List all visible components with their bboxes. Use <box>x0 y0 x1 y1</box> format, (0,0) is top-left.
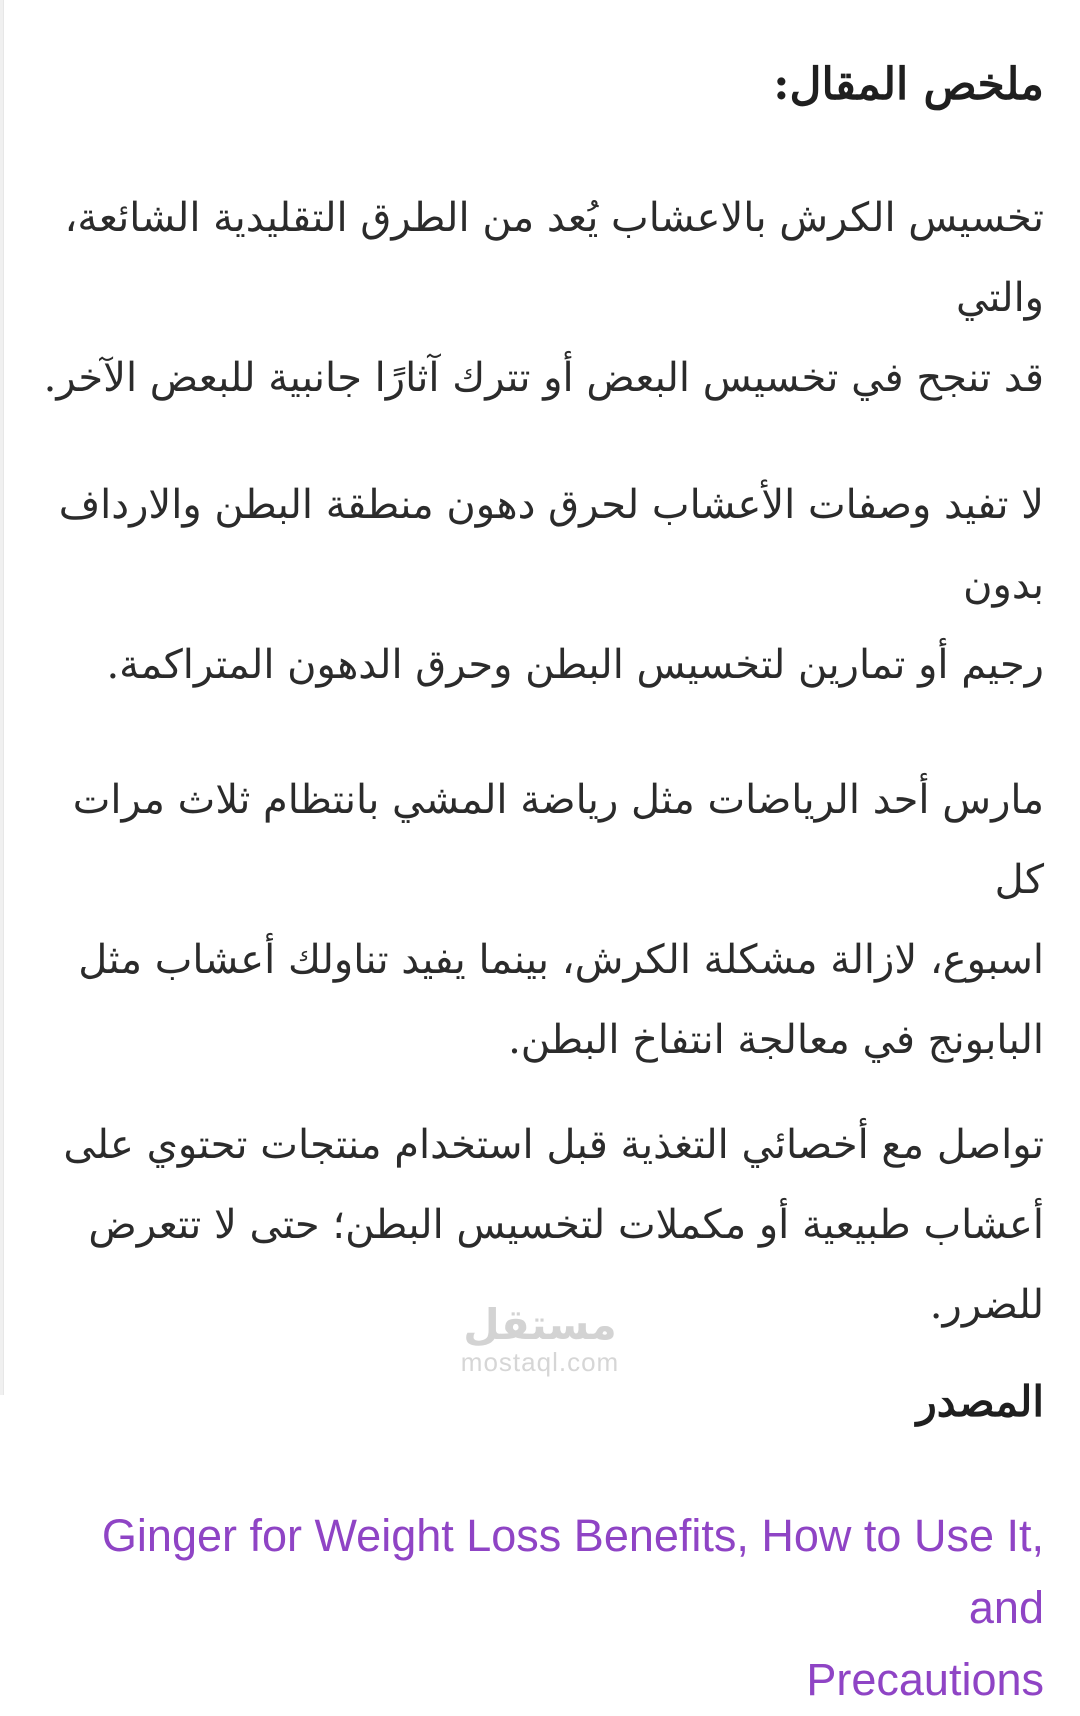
summary-paragraph <box>40 465 1044 705</box>
paragraph-line: تواصل مع أخصائي التغذية قبل استخدام منتجات تحتوي على <box>63 1122 1044 1168</box>
watermark-domain-text: mostaql.com <box>460 1347 620 1377</box>
summary-paragraph <box>40 1105 1044 1349</box>
paragraph-line: أعشاب طبيعية أو مكملات لتخسيس البطن؛ حتى لا تتعرض <box>88 1202 1044 1248</box>
watermark-logo-text: مستقل <box>463 1300 617 1349</box>
paragraph-line: البابونج في معالجة انتفاخ البطن. <box>508 1017 1044 1063</box>
summary-paragraph <box>40 760 1044 1080</box>
source-article-link[interactable]: Ginger for Weight Loss Benefits, How to Use It, and <box>101 1510 1044 1633</box>
source-article-link[interactable]: Precautions <box>806 1654 1044 1705</box>
paragraph-line: للضرر. <box>929 1282 1044 1328</box>
paragraph-line: اسبوع، لازالة مشكلة الكرش، بينما يفيد تناولك أعشاب مثل <box>78 937 1044 983</box>
paragraph-line: لا تفيد وصفات الأعشاب لحرق دهون منطقة البطن والارداف بدون <box>58 482 1044 608</box>
paragraph-line: رجيم أو تمارين لتخسيس البطن وحرق الدهون المتراكمة. <box>106 642 1044 688</box>
paragraph-line: قد تنجح في تخسيس البعض أو تترك آثارًا جانبية للبعض الآخر. <box>43 355 1044 401</box>
source-link-block <box>40 1500 1044 1716</box>
summary-paragraph <box>40 178 1044 418</box>
paragraph-line: تخسيس الكرش بالاعشاب يُعد من الطرق التقليدية الشائعة، والتي <box>64 195 1044 321</box>
source-section-heading: المصدر <box>916 1377 1044 1426</box>
paragraph-line: مارس أحد الرياضات مثل رياضة المشي بانتظام ثلاث مرات كل <box>72 777 1044 903</box>
article-summary-heading: ملخص المقال: <box>773 59 1044 110</box>
